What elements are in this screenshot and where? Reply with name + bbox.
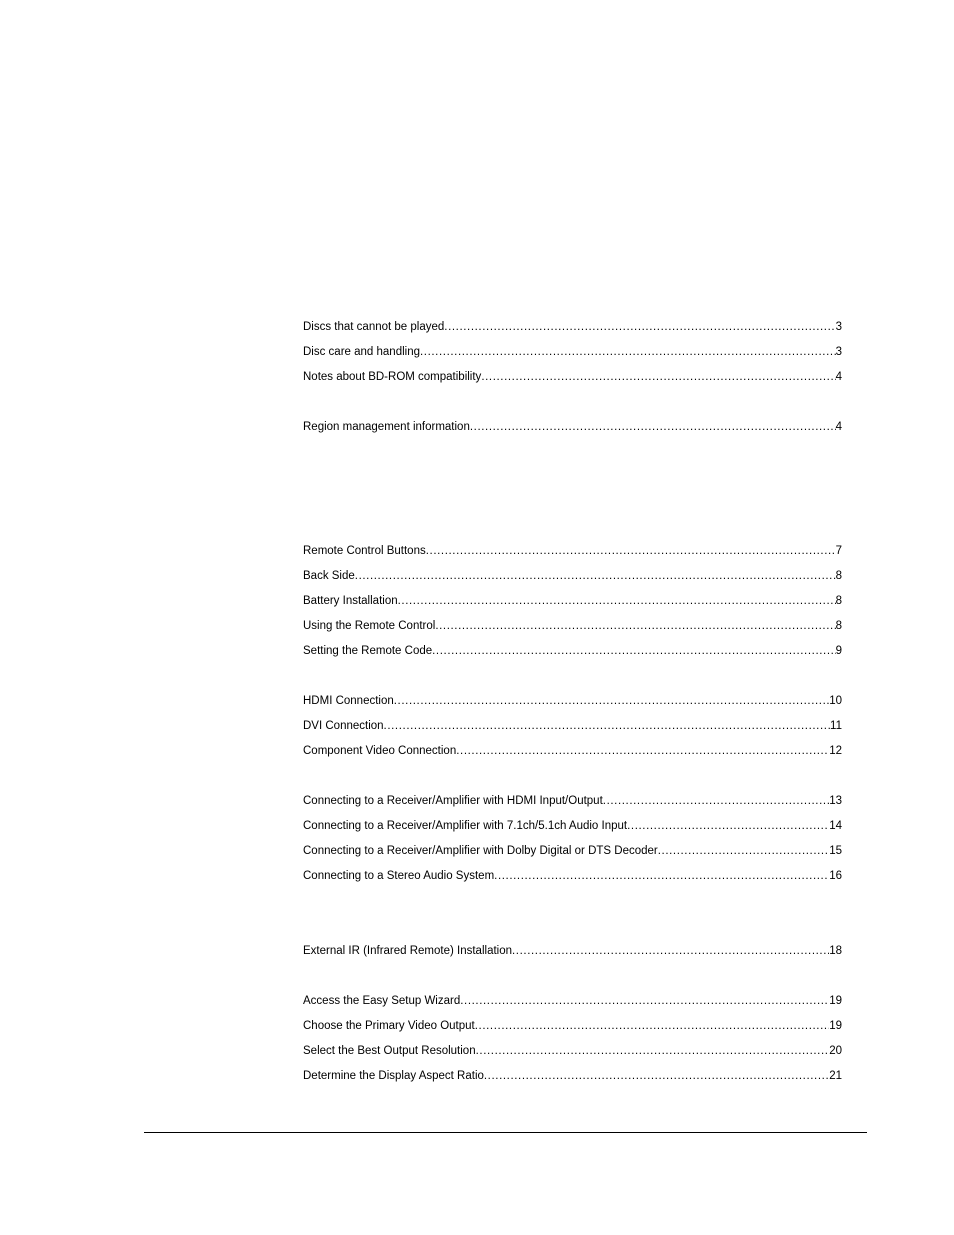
toc-dot-leader [475,1016,829,1036]
toc-entry-page: 7 [835,545,842,557]
toc-entry[interactable] [303,417,842,442]
toc-entry-page: 11 [830,720,842,732]
toc-entry[interactable] [303,816,842,841]
section-gap [303,392,842,417]
toc-entry-page: 14 [829,820,842,832]
toc-dot-leader [420,342,836,362]
toc-dot-leader [384,716,831,736]
toc-entry-title: Back Side [303,570,355,582]
table-of-contents [303,317,842,1091]
toc-entry-page: 20 [829,1045,842,1057]
toc-entry[interactable] [303,1066,842,1091]
toc-dot-leader [627,816,829,836]
toc-dot-leader [470,417,836,437]
toc-dot-leader [481,367,835,387]
toc-dot-leader [460,991,829,1011]
toc-entry-page: 19 [829,995,842,1007]
toc-dot-leader [426,541,836,561]
toc-entry[interactable] [303,866,842,891]
toc-entry-title: Battery Installation [303,595,398,607]
toc-entry-page: 8 [835,595,842,607]
toc-entry[interactable] [303,342,842,367]
toc-dot-leader [484,1066,829,1086]
toc-dot-leader [512,941,829,961]
section-gap [303,516,842,541]
toc-entry[interactable] [303,791,842,816]
toc-entry-title: External IR (Infrared Remote) Installation [303,945,513,957]
toc-entry[interactable] [303,1041,842,1066]
toc-dot-leader [494,866,829,886]
toc-dot-leader [432,641,835,661]
toc-dot-leader [355,566,836,586]
toc-entry-page: 4 [835,421,842,433]
toc-entry[interactable] [303,616,842,641]
toc-entry-page: 18 [829,945,842,957]
toc-entry-title: Determine the Display Aspect Ratio [303,1070,484,1082]
toc-dot-leader [456,741,829,761]
toc-entry[interactable] [303,1016,842,1041]
toc-entry-title: Connecting to a Stereo Audio System [303,870,495,882]
toc-entry-title: Discs that cannot be played [303,321,445,333]
toc-entry-title: DVI Connection [303,720,384,732]
toc-entry[interactable] [303,541,842,566]
toc-entry-title: Connecting to a Receiver/Amplifier with Dolby Digital or DTS Decoder [303,845,658,857]
toc-entry-title: Connecting to a Receiver/Amplifier with HDMI Input/Output [303,795,603,807]
toc-entry-title: Connecting to a Receiver/Amplifier with 7.1ch/5.1ch Audio Input [303,820,628,832]
toc-entry[interactable] [303,367,842,392]
toc-entry-page: 10 [829,695,842,707]
toc-entry-title: Disc care and handling [303,346,420,358]
section-gap [303,966,842,991]
toc-entry-title: Notes about BD-ROM compatibility [303,371,482,383]
toc-entry-page: 21 [829,1070,842,1082]
toc-entry[interactable] [303,991,842,1016]
toc-dot-leader [476,1041,830,1061]
toc-dot-leader [398,591,836,611]
toc-entry-page: 19 [829,1020,842,1032]
toc-entry-page: 9 [835,645,842,657]
section-gap [303,666,842,691]
toc-entry[interactable] [303,317,842,342]
toc-entry-title: Choose the Primary Video Output [303,1020,475,1032]
toc-entry-title: Remote Control Buttons [303,545,426,557]
toc-dot-leader [394,691,829,711]
toc-dot-leader [658,841,829,861]
toc-entry-title: Setting the Remote Code [303,645,433,657]
toc-entry-page: 15 [829,845,842,857]
toc-entry-title: Select the Best Output Resolution [303,1045,476,1057]
toc-dot-leader [444,317,835,337]
toc-entry-page: 16 [829,870,842,882]
toc-entry-title: Region management information [303,421,470,433]
toc-entry-page: 8 [835,570,842,582]
toc-entry[interactable] [303,641,842,666]
toc-entry-title: HDMI Connection [303,695,394,707]
toc-entry-title: Component Video Connection [303,745,457,757]
toc-entry-page: 12 [829,745,842,757]
toc-entry[interactable] [303,566,842,591]
toc-entry-page: 13 [829,795,842,807]
toc-entry-title: Using the Remote Control [303,620,436,632]
toc-entry[interactable] [303,716,842,741]
toc-dot-leader [435,616,835,636]
toc-entry[interactable] [303,691,842,716]
toc-entry[interactable] [303,741,842,766]
toc-entry[interactable] [303,941,842,966]
toc-entry-page: 3 [835,321,842,333]
toc-entry-title: Access the Easy Setup Wizard [303,995,461,1007]
section-gap [303,891,842,941]
toc-entry[interactable] [303,591,842,616]
section-gap [303,766,842,791]
section-gap [303,442,842,516]
toc-entry-page: 4 [835,371,842,383]
toc-entry-page: 3 [835,346,842,358]
toc-dot-leader [603,791,829,811]
toc-entry-page: 8 [835,620,842,632]
footer-divider [144,1132,867,1133]
toc-entry[interactable] [303,841,842,866]
